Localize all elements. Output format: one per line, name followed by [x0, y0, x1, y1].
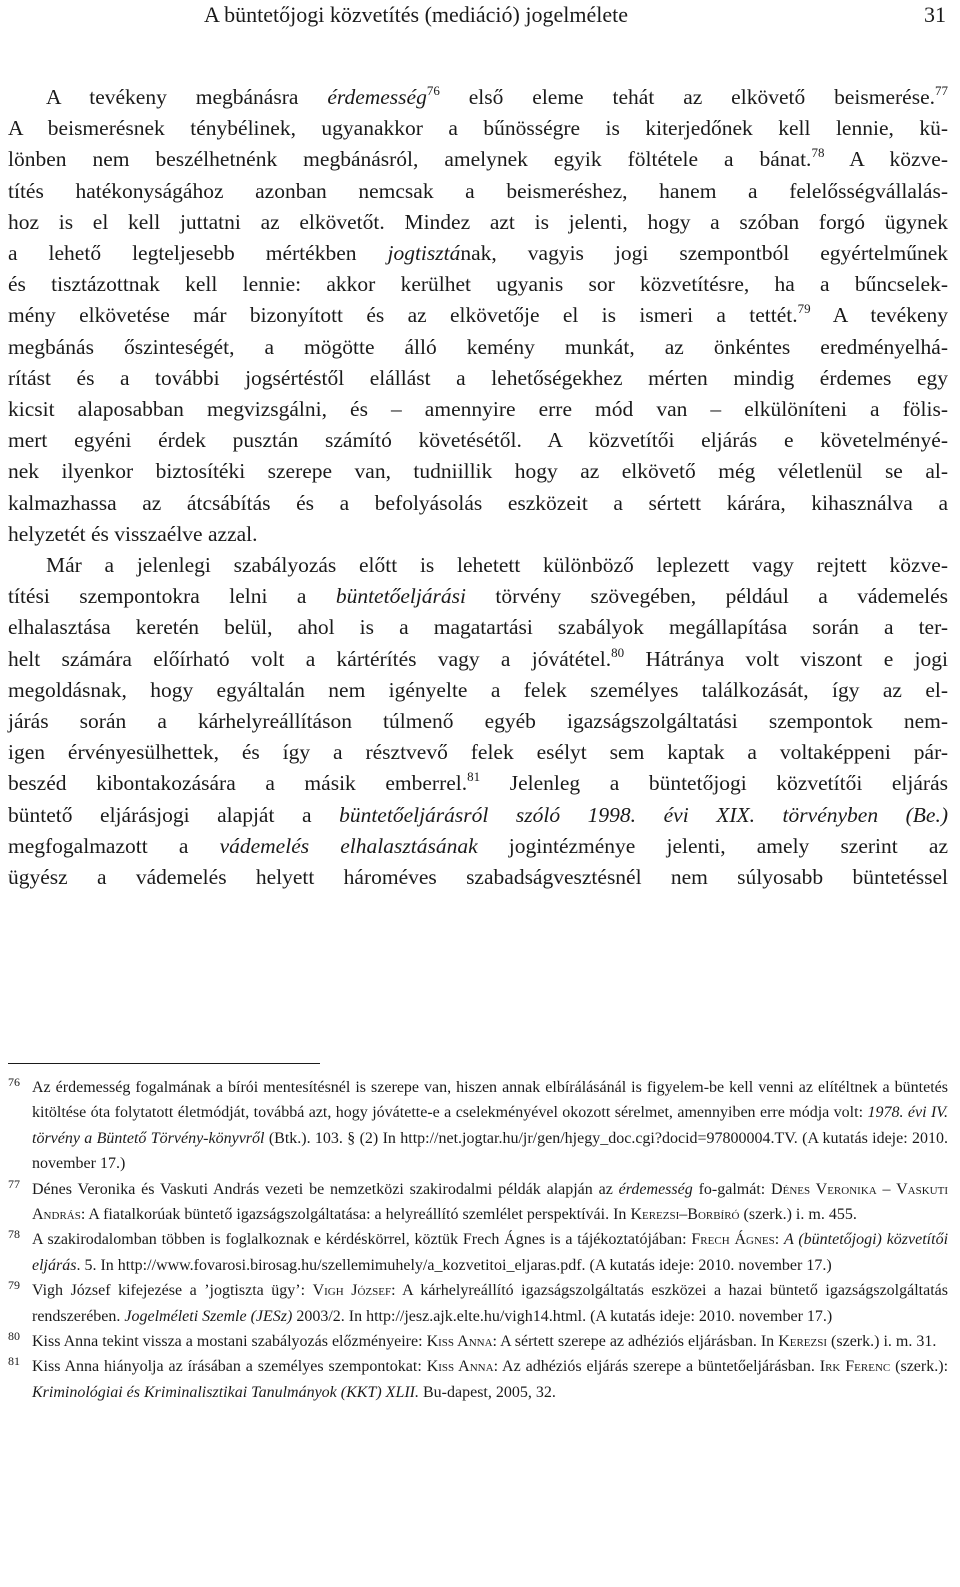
text-line — [8, 113, 948, 144]
text-run: kalmazhassa az átcsábítás és a befolyásolás eszközeit a sértett kárára, kihasználva a — [8, 490, 948, 515]
text-line — [8, 176, 948, 207]
text-run: rítást és a további jogsértéstől elállást a lehetőségekhez mérten mindig érdemes egy — [8, 365, 948, 390]
text-line — [8, 550, 948, 581]
text-line — [8, 675, 948, 706]
italic-text: jogtisztá — [387, 241, 461, 266]
italic-text: büntetőeljárási — [335, 584, 467, 609]
text-run: megoldásnak, hogy egyáltalán nem igényelte a felek személyes találkozását, így az el- — [8, 677, 948, 702]
text-run: büntető eljárásjogi alapját a — [8, 802, 340, 827]
author-name: Vigh József — [312, 1282, 392, 1300]
text-line — [8, 456, 948, 487]
text-line — [8, 831, 948, 862]
text-line — [8, 332, 948, 363]
running-title: A büntetőjogi közvetítés (mediáció) jogelmélete — [204, 2, 628, 27]
footnote-number: 79 — [8, 1278, 20, 1293]
text-run: A tevékeny megbánásra — [46, 85, 328, 109]
footnotes — [8, 1075, 948, 1405]
text-run: . 5. In http://www.fovarosi.birosag.hu/szellemimuhely/a_kozvetitoi_eljaras.pdf. (A kutatás ideje: 2010. november 17.) — [76, 1256, 832, 1274]
text-run: jogintézménye jelenti, amely szerint az — [477, 833, 948, 858]
footnote-number: 81 — [8, 1354, 20, 1369]
text-run: : A sértett szerepe az adhéziós eljárásban. In — [492, 1333, 779, 1351]
footnote-ref: 78 — [811, 145, 825, 161]
text-line — [8, 800, 948, 831]
text-line — [8, 862, 948, 893]
italic-text: büntetőeljárásról szóló 1998. évi XIX. törvényben (Be.) — [339, 802, 948, 827]
running-header — [0, 0, 960, 40]
text-run: elhalasztása keretén belül, ahol is a magatartási szabályok megállapítása során a ter- — [8, 615, 948, 640]
italic-text: Kriminológiai és Kriminalisztikai Tanulmányok (KKT) XLII. — [32, 1383, 419, 1401]
text-run: hoz is el kell juttatni az elkövetőt. Mindez azt is jelenti, hogy a szóban forgó ügynek — [8, 209, 948, 234]
text-line — [8, 82, 948, 113]
text-line — [8, 644, 948, 675]
text-run: : A kárhelyreállító igazságszolgáltatás eszközei a hazai büntető igazságszolgáltatás rendszerében. — [32, 1282, 948, 1325]
text-line — [8, 207, 948, 238]
text-run: (Btk.). 103. § (2) In http://net.jogtar.hu/jr/gen/hjegy_doc.cgi?docid=97800004.TV. (A kutatás ideje: 2010. november 17.) — [32, 1129, 948, 1173]
footnote — [8, 1354, 948, 1405]
text-line — [8, 612, 948, 643]
text-run: Jelenleg a büntetőjogi közvetítői eljárás — [480, 771, 948, 796]
footnote-ref: 79 — [797, 301, 811, 317]
text-run: Hátránya volt viszont e jogi — [624, 646, 948, 671]
text-line — [8, 394, 948, 425]
text-run: nak, vagyis jogi szempontból egyértelműnek — [460, 241, 948, 266]
text-line — [8, 706, 948, 737]
text-line — [8, 238, 948, 269]
text-run: megfogalmazott a — [8, 833, 220, 858]
footnote-number: 78 — [8, 1227, 20, 1242]
text-run: Vigh József kifejezése a ’jogtiszta ügy’: — [32, 1282, 313, 1300]
footnote-separator — [8, 1063, 320, 1064]
text-run: kicsit alaposabban megvizsgálni, és – amennyire erre mód van – elkülöníteni a fölis- — [8, 397, 948, 422]
text-run: : A fiatalkorúak büntető igazságszolgáltatása: a helyreállító szemlélet perspektívái. In — [80, 1206, 631, 1224]
text-line — [8, 363, 948, 394]
text-run: Az érdemesség fogalmának a bírói mentesítésnél is szerepe van, hiszen annak elbírálásánál is figyelem-be kell venni az elítéltnek a büntetés kitöltése óta folytatott életmódját, továbbá azt, hogy jóvátette-e a cselekményével okozott sérelmet, amennyiben erre módja volt: — [32, 1079, 948, 1122]
italic-text: Jogelméleti Szemle (JESz) — [124, 1307, 293, 1325]
text-line — [8, 519, 948, 550]
text-run: Kiss Anna tekint vissza a mostani szabályozás előzményeire: — [32, 1333, 427, 1351]
italic-text: érdemesség — [618, 1180, 693, 1198]
text-run: törvény szövegében, például a vádemelés — [466, 584, 948, 609]
page-number: 31 — [924, 2, 946, 27]
text-run: 2003/2. In http://jesz.ajk.elte.hu/vigh14.html. (A kutatás ideje: 2010. november 17.) — [292, 1307, 833, 1325]
footnote-text — [32, 1177, 948, 1228]
footnote-text — [32, 1227, 948, 1278]
author-name: Kiss Anna — [426, 1358, 494, 1376]
text-line — [8, 581, 948, 612]
text-run: mény elkövetése már bizonyított és az elkövetője el is ismeri a tettét. — [8, 303, 798, 328]
author-name: Dénes Veronika – Vaskuti András — [32, 1180, 948, 1224]
text-run: beszéd kibontakozására a másik emberrel. — [8, 771, 468, 796]
text-run: Kiss Anna hiányolja az írásában a személyes szempontokat: — [32, 1358, 427, 1376]
text-run: A szakirodalomban többen is foglalkoznak e kérdéskörrel, köztük Frech Ágnes is a tájékoztatójában: — [32, 1231, 692, 1249]
footnote-ref: 81 — [467, 769, 481, 785]
italic-text: 1978. évi IV. törvény a Büntető Törvény-könyvről — [32, 1104, 948, 1147]
body-text — [8, 82, 948, 893]
footnote-number: 77 — [8, 1176, 20, 1191]
text-run: (szerk.): — [890, 1358, 949, 1376]
footnote — [8, 1227, 948, 1278]
italic-text: vádemelés elhalasztásának — [219, 833, 478, 858]
author-name: Frech Ágnes — [691, 1231, 775, 1249]
text-line — [8, 768, 948, 799]
text-run: a lehető legteljesebb mértékben — [8, 241, 388, 266]
italic-text: érdemesség — [327, 85, 427, 109]
text-run: : Az adhéziós eljárás szerepe a büntetőeljárásban. — [493, 1358, 820, 1376]
text-line — [8, 425, 948, 456]
text-run: títés hatékonyságához azonban nemcsak a beismeréshez, hanem a felelősségvállalás- — [8, 178, 948, 203]
footnote — [8, 1329, 948, 1354]
text-line — [8, 300, 948, 331]
text-run: (szerk.) i. m. 31. — [827, 1333, 937, 1351]
text-run: A közve- — [824, 147, 948, 172]
text-run: járás során a kárhelyreállításon túlmenő egyéb igazságszolgáltatási szempontok nem- — [8, 709, 948, 734]
footnote-text — [32, 1354, 948, 1405]
text-run: helyzetét és visszaélve azzal. — [8, 521, 258, 546]
footnote-ref: 80 — [611, 644, 625, 660]
text-run: títési szempontokra lelni a — [8, 584, 336, 609]
author-name: Kerezsi–Borbíró — [630, 1206, 740, 1224]
author-name: Kerezsi — [778, 1333, 828, 1351]
footnote-ref: 76 — [426, 83, 440, 98]
footnote-number: 76 — [8, 1075, 20, 1089]
text-run: ügyész a vádemelés helyett hároméves szabadságvesztésnél nem súlyosabb büntetéssel — [8, 865, 948, 890]
footnote-number: 80 — [8, 1329, 20, 1344]
footnote-ref: 77 — [935, 83, 948, 98]
text-run: helt számára előírható volt a kártérítés vagy a jóvátétel. — [8, 646, 612, 671]
footnote — [8, 1278, 948, 1329]
text-run: első eleme tehát az elkövető beismerése. — [439, 85, 935, 109]
text-run: fo-galmát: — [692, 1180, 772, 1198]
text-run: : — [774, 1231, 785, 1249]
footnote-text — [32, 1278, 948, 1329]
text-run: Bu-dapest, 2005, 32. — [419, 1383, 556, 1401]
text-run: megbánás őszinteségét, a mögötte álló kemény munkát, az önkéntes eredményelhá- — [8, 334, 948, 359]
text-run: A beismerésnek ténybélinek, ugyanakkor a bűnösségre is kiterjedőnek kell lennie, kü- — [8, 116, 948, 141]
text-line — [8, 269, 948, 300]
footnote-text — [32, 1329, 948, 1354]
text-run: nek ilyenkor biztosítéki szerepe van, tudniillik hogy az elkövető még véletlenül se al- — [8, 459, 948, 484]
text-run: mert egyéni érdek pusztán számító követésétől. A közvetítői eljárás e követelményé- — [8, 428, 948, 453]
text-line — [8, 737, 948, 768]
italic-text: A (büntetőjogi) közvetítői eljárás — [32, 1231, 949, 1274]
text-line — [8, 488, 948, 519]
footnote-text — [32, 1075, 948, 1177]
text-line — [8, 144, 948, 175]
text-run: igen érvényesülhettek, és így a résztvevő felek esélyt sem kaptak a voltaképpeni pár- — [8, 740, 948, 765]
author-name: Kiss Anna — [426, 1333, 493, 1351]
footnote — [8, 1177, 948, 1228]
author-name: Irk Ferenc — [819, 1358, 891, 1376]
text-run: és tisztázottnak kell lennie: akkor kerülhet ugyanis sor közvetítésre, ha a bűncselek- — [8, 272, 948, 297]
footnote — [8, 1075, 948, 1177]
text-run: Dénes Veronika és Vaskuti András vezeti be nemzetközi szakirodalmi példák alapján az — [32, 1180, 619, 1198]
text-run: (szerk.) i. m. 455. — [739, 1206, 857, 1224]
text-run: A tevékeny — [810, 303, 948, 328]
text-run: lönben nem beszélhetnénk megbánásról, amelynek egyik föltétele a bánat. — [8, 147, 812, 172]
text-run: Már a jelenlegi szabályozás előtt is lehetett különböző leplezett vagy rejtett közve- — [46, 553, 948, 578]
